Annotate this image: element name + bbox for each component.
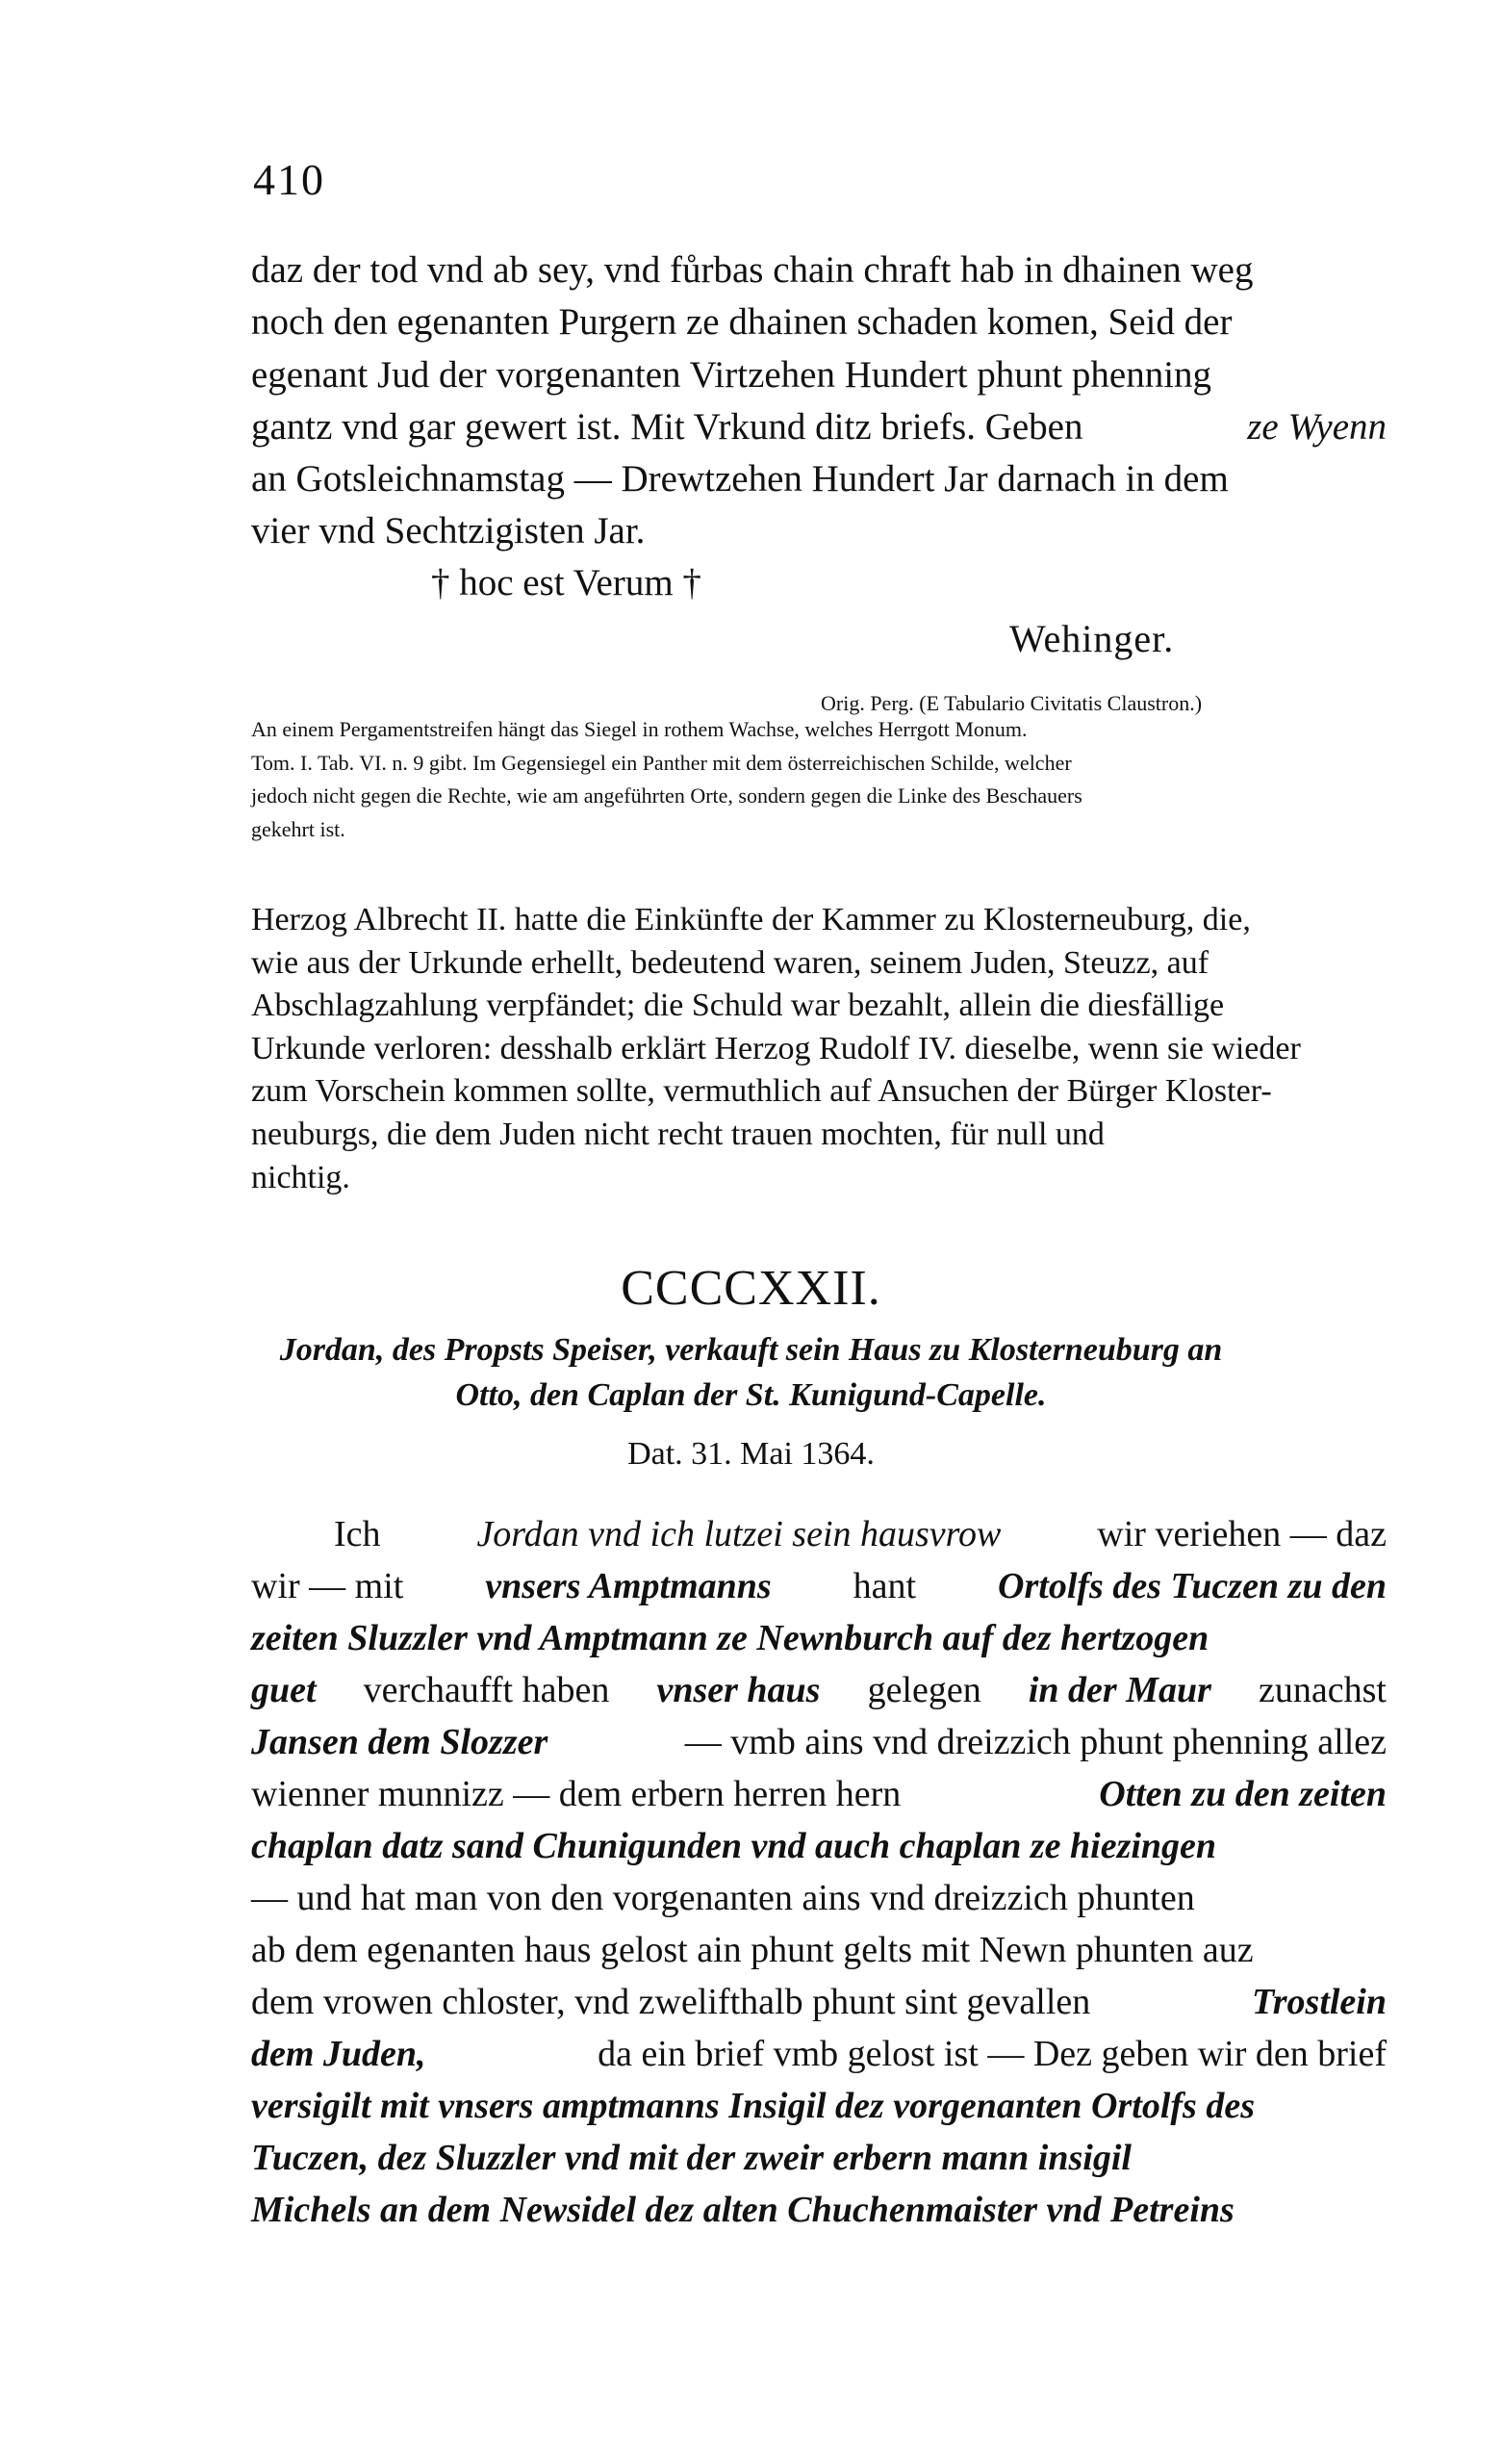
body-line: chaplan datz sand Chunigunden vnd auch chaplan ze hiezingen — [251, 1826, 1217, 1866]
body-line: Ich Jordan vnd ich lutzei sein hausvrow wir veriehen — daz — [334, 1514, 1387, 1554]
commentary-line: Urkunde verloren: desshalb erklärt Herzog Rudolf IV. dieselbe, wenn sie wieder — [251, 1030, 1301, 1066]
charter-line: daz der tod vnd ab sey, vnd fůrbas chain chraft hab in dhainen weg — [251, 249, 1254, 291]
charter-line: egenant Jud der vorgenanten Virtzehen Hundert phunt phenning — [251, 353, 1212, 396]
body-line: versigilt mit vnsers amptmanns Insigil dez vorgenanten Ortolfs des — [251, 2086, 1255, 2126]
body-line: wienner munnizz — dem erbern herren hern Otten zu den zeiten — [251, 1774, 1387, 1814]
charter-line: an Gotsleichnamstag — Drewtzehen Hundert Jar darnach in dem — [251, 458, 1229, 500]
page-number: 410 — [253, 155, 325, 204]
source-note: Orig. Perg. (E Tabulario Civitatis Claustron.) — [821, 691, 1203, 715]
body-line: Tuczen, dez Sluzzler vnd mit der zweir erbern mann insigil — [251, 2138, 1132, 2178]
body-line: zeiten Sluzzler vnd Amptmann ze Newnburch auf dez hertzogen — [251, 1618, 1209, 1658]
commentary-line: Abschlagzahlung verpfändet; die Schuld war bezahlt, allein die diesfällige — [251, 988, 1225, 1024]
seal-remark — [251, 713, 1387, 846]
body-line: dem Juden, da ein brief vmb gelost ist — Dez geben wir den brief — [251, 2034, 1387, 2074]
charter-line: noch den egenanten Purgern ze dhainen schaden komen, Seid der — [251, 301, 1233, 344]
remark-line: Tom. I. Tab. VI. n. 9 gibt. Im Gegensiegel ein Panther mit dem österreichischen Schilde, welcher — [251, 750, 1072, 775]
document-heading: Otto, den Caplan der St. Kunigund-Capelle. — [455, 1377, 1047, 1413]
remark-line: jedoch nicht gegen die Rechte, wie am angeführten Orte, sondern gegen die Linke des Beschauers — [251, 783, 1082, 808]
authentication-line: † hoc est Verum † — [431, 562, 701, 603]
commentary-line: nichtig. — [251, 1159, 350, 1195]
body-line: ab dem egenanten haus gelost ain phunt gelts mit Newn phunten auz — [251, 1930, 1254, 1970]
document-date: Dat. 31. Mai 1364. — [627, 1436, 875, 1472]
commentary — [251, 899, 1387, 1199]
document-heading: Jordan, des Propsts Speiser, verkauft sein Haus zu Klosterneuburg an — [279, 1332, 1223, 1368]
document-body — [251, 1508, 1387, 2236]
body-line: wir — mit vnsers Amptmanns hant Ortolfs des Tuczen zu den — [251, 1566, 1387, 1606]
commentary-line: neuburgs, die dem Juden nicht recht trauen mochten, für null und — [251, 1116, 1105, 1152]
body-line: guet verchaufft haben vnser haus gelegen in der Maur zunachst — [251, 1670, 1387, 1710]
signer-name: Wehinger. — [1009, 617, 1175, 660]
commentary-line: zum Vorschein kommen sollte, vermuthlich auf Ansuchen der Bürger Kloster- — [251, 1073, 1272, 1110]
document-number: CCCCXXII. — [621, 1261, 881, 1316]
commentary-line: wie aus der Urkunde erhellt, bedeutend waren, seinem Juden, Steuzz, auf — [251, 944, 1209, 981]
charter-line: gantz vnd gar gewert ist. Mit Vrkund ditz briefs. Geben ze Wyenn — [251, 405, 1387, 448]
body-line: Michels an dem Newsidel dez alten Chuchenmaister vnd Petreins — [251, 2190, 1235, 2230]
body-line: — und hat man von den vorgenanten ains vnd dreizzich phunten — [251, 1878, 1195, 1918]
remark-line: gekehrt ist. — [251, 816, 345, 841]
commentary-line: Herzog Albrecht II. hatte die Einkünfte der Kammer zu Klosterneuburg, die, — [251, 902, 1251, 937]
body-line: dem vrowen chloster, vnd zwelifthalb phunt sint gevallen Trostlein — [251, 1982, 1387, 2022]
remark-line: An einem Pergamentstreifen hängt das Siegel in rothem Wachse, welches Herrgott Monum. — [251, 717, 1028, 741]
charter-line: vier vnd Sechtzigisten Jar. — [251, 510, 646, 552]
body-line: Jansen dem Slozzer — vmb ains vnd dreizzich phunt phenning allez — [251, 1722, 1387, 1762]
charter-end — [251, 244, 1387, 558]
